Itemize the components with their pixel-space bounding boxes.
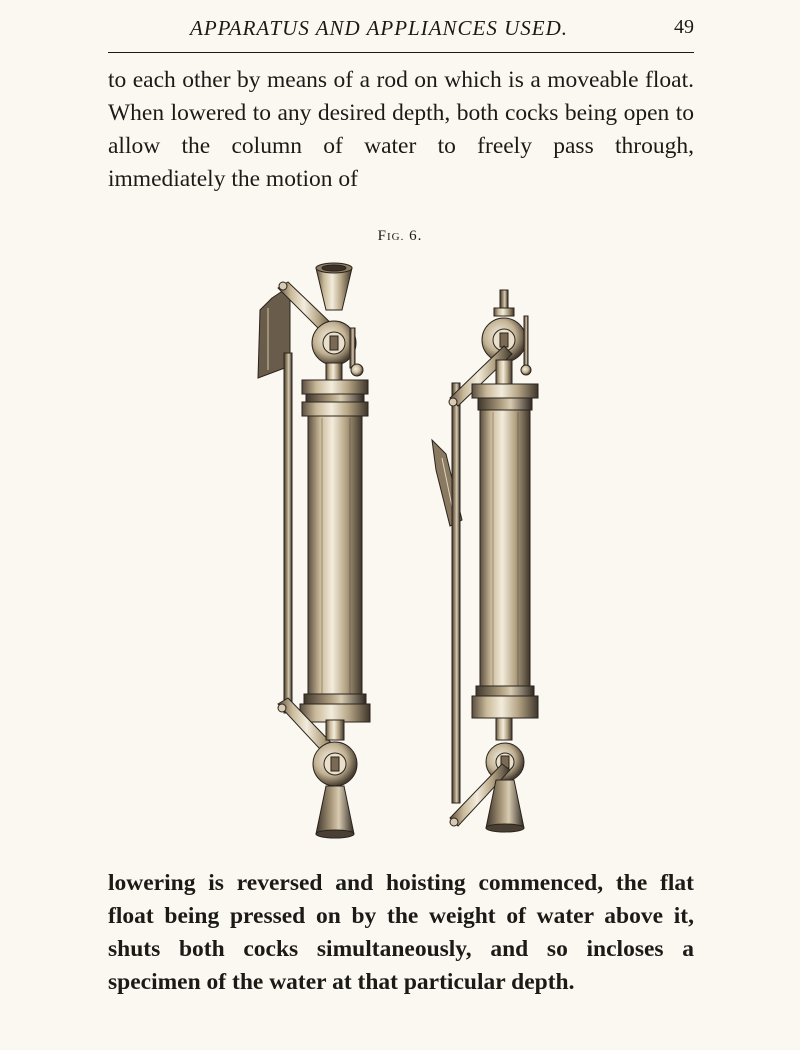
running-head	[108, 16, 694, 44]
figure-label-prefix: F	[377, 228, 387, 244]
water-bottle-illustration	[250, 258, 560, 848]
right-apparatus	[432, 290, 538, 832]
paragraph-before-figure: to each other by means of a rod on which is a moveable float. When lowered to any desired depth, both cocks being open to allow the column of water to freely pass through, immediately the motion of	[108, 67, 694, 192]
running-title: APPARATUS AND APPLIANCES USED.	[190, 16, 569, 40]
header-rule	[108, 52, 694, 53]
left-apparatus	[258, 263, 370, 838]
figure-label-small: IG.	[386, 231, 405, 243]
figure-label	[0, 228, 800, 245]
paragraph-after-figure: lowering is reversed and hoisting commenced, the flat float being pressed on by the weight of water above it, shuts both cocks simultaneously, and so incloses a specimen of the water at that particular depth.	[108, 870, 694, 995]
figure-label-number: 6.	[409, 228, 423, 244]
page-number: 49	[674, 16, 694, 38]
